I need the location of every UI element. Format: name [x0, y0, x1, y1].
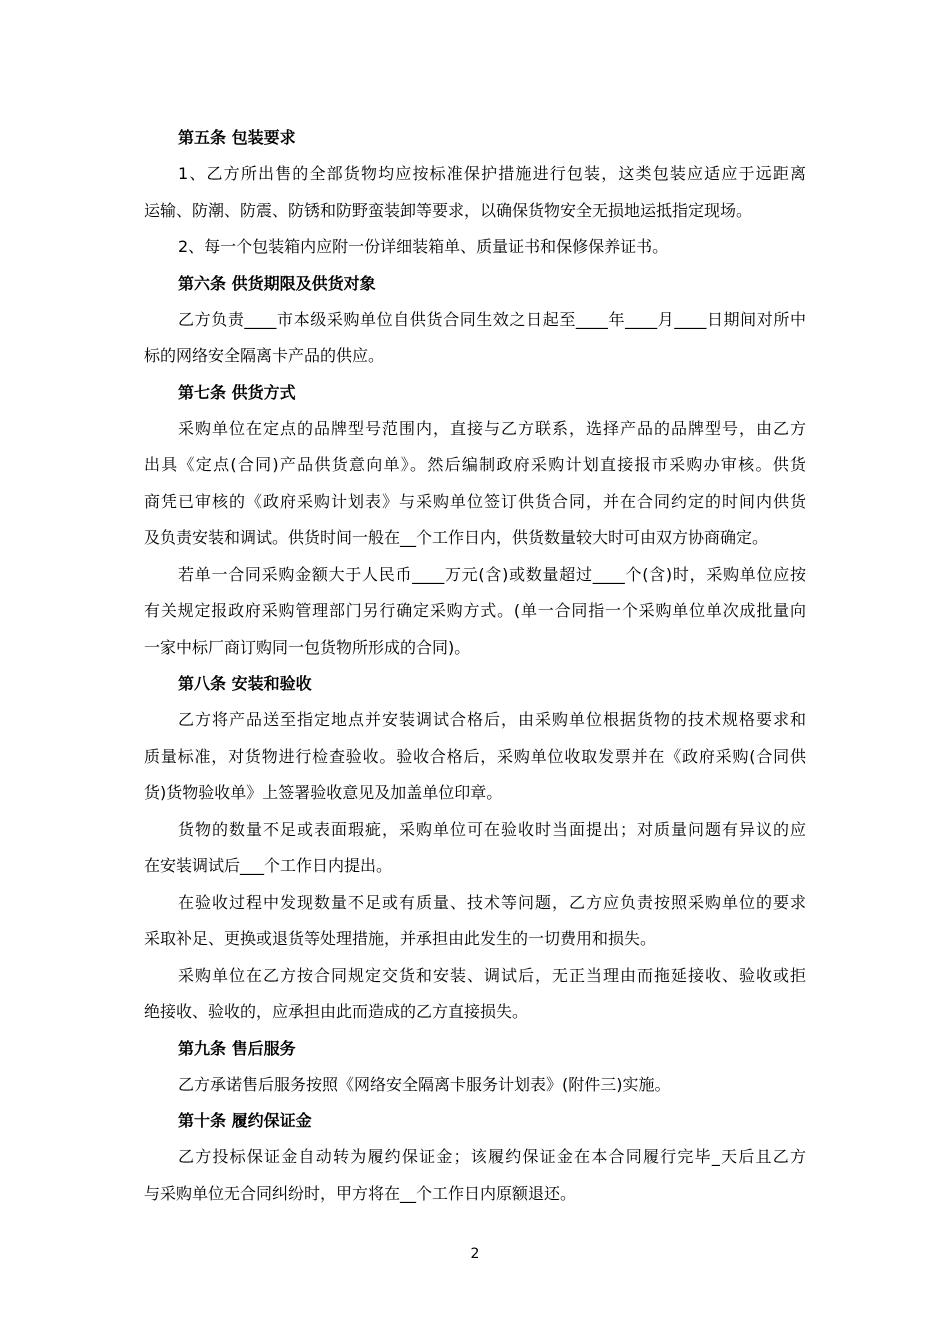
paragraph-line: 若单一合同采购金额大于人民币____万元(含)或数量超过____个(含)时，采购单位应按: [178, 564, 806, 584]
paragraph-line: 质量标准，对货物进行检查验收。验收合格后，采购单位收取发票并在《政府采购(合同供: [144, 746, 806, 766]
paragraph-line: 出具《定点(合同)产品供货意向单》。然后编制政府采购计划直接报市采购办审核。供货: [144, 455, 806, 474]
paragraph-line: 采购单位在定点的品牌型号范围内，直接与乙方联系，选择产品的品牌型号，由乙方: [178, 418, 806, 438]
document-page: [144, 120, 806, 1212]
section-heading: 第九条 售后服务: [178, 1038, 296, 1058]
paragraph-line: 商凭已审核的《政府采购计划表》与采购单位签订供货合同，并在合同约定的时间内供货: [144, 491, 806, 511]
paragraph: [144, 1067, 806, 1104]
paragraph-line: 货)货物验收单》上签署验收意见及加盖单位印章。: [144, 783, 503, 802]
paragraph-line: 与采购单位无合同纠纷时，甲方将在__个工作日内原额退还。: [144, 1183, 577, 1203]
paragraph-line: 一家中标厂商订购同一包货物所形成的合同)。: [144, 637, 471, 657]
paragraph-line: 在验收过程中发现数量不足或有质量、技术等问题，乙方应负责按照采购单位的要求: [178, 892, 806, 912]
paragraph: [144, 229, 806, 266]
section-heading: 第七条 供货方式: [178, 382, 296, 402]
paragraph-line: 绝接收、验收的，应承担由此而造成的乙方直接损失。: [144, 1002, 529, 1021]
paragraph-line: 采取补足、更换或退货等处理措施，并承担由此发生的一切费用和损失。: [144, 929, 657, 948]
paragraph-line: 乙方负责____市本级采购单位自供货合同生效之日起至____年____月____日期间对所中: [178, 309, 806, 329]
paragraph-line: 在安装调试后___个工作日内提出。: [144, 856, 393, 875]
section-heading: 第八条 安装和验收: [178, 674, 312, 693]
paragraph-line: 2、每一个包装箱内应附一份详细装箱单、质量证书和保修保养证书。: [178, 237, 669, 256]
paragraph-line: 及负责安装和调试。供货时间一般在__个工作日内，供货数量较大时可由双方协商确定。: [144, 528, 769, 547]
paragraph-line: 运输、防潮、防震、防锈和防野蛮装卸等要求，以确保货物安全无损地运抵指定现场。: [144, 200, 753, 220]
paragraph: [144, 1139, 806, 1212]
page-number: 2: [470, 1246, 480, 1262]
paragraph: [144, 302, 806, 375]
paragraph: [144, 702, 806, 812]
section-heading: 第十条 履约保证金: [178, 1111, 312, 1130]
paragraph-line: 标的网络安全隔离卡产品的供应。: [144, 346, 385, 365]
paragraph: [144, 557, 806, 667]
paragraph-line: 货物的数量不足或表面瑕疵，采购单位可在验收时当面提出；对质量问题有异议的应: [178, 819, 806, 839]
paragraph-line: 1、乙方所出售的全部货物均应按标准保护措施进行包装，这类包装应适应于远距离: [178, 164, 806, 183]
paragraph: [144, 411, 806, 557]
paragraph-line: 采购单位在乙方按合同规定交货和安装、调试后，无正当理由而拖延接收、验收或拒: [178, 965, 806, 985]
section-heading: 第五条 包装要求: [178, 128, 296, 147]
paragraph: [144, 812, 806, 885]
paragraph-line: 有关规定报政府采购管理部门另行确定采购方式。(单一合同指一个采购单位单次成批量向: [144, 601, 806, 620]
paragraph-line: 乙方承诺售后服务按照《网络安全隔离卡服务计划表》(附件三)实施。: [178, 1074, 671, 1094]
paragraph-line: 乙方投标保证金自动转为履约保证金；该履约保证金在本合同履行完毕_天后且乙方: [178, 1147, 806, 1166]
paragraph: [144, 958, 806, 1031]
paragraph: [144, 885, 806, 958]
section-heading: 第六条 供货期限及供货对象: [178, 273, 376, 293]
paragraph: [144, 156, 806, 229]
paragraph-line: 乙方将产品送至指定地点并安装调试合格后，由采购单位根据货物的技术规格要求和: [178, 710, 806, 729]
